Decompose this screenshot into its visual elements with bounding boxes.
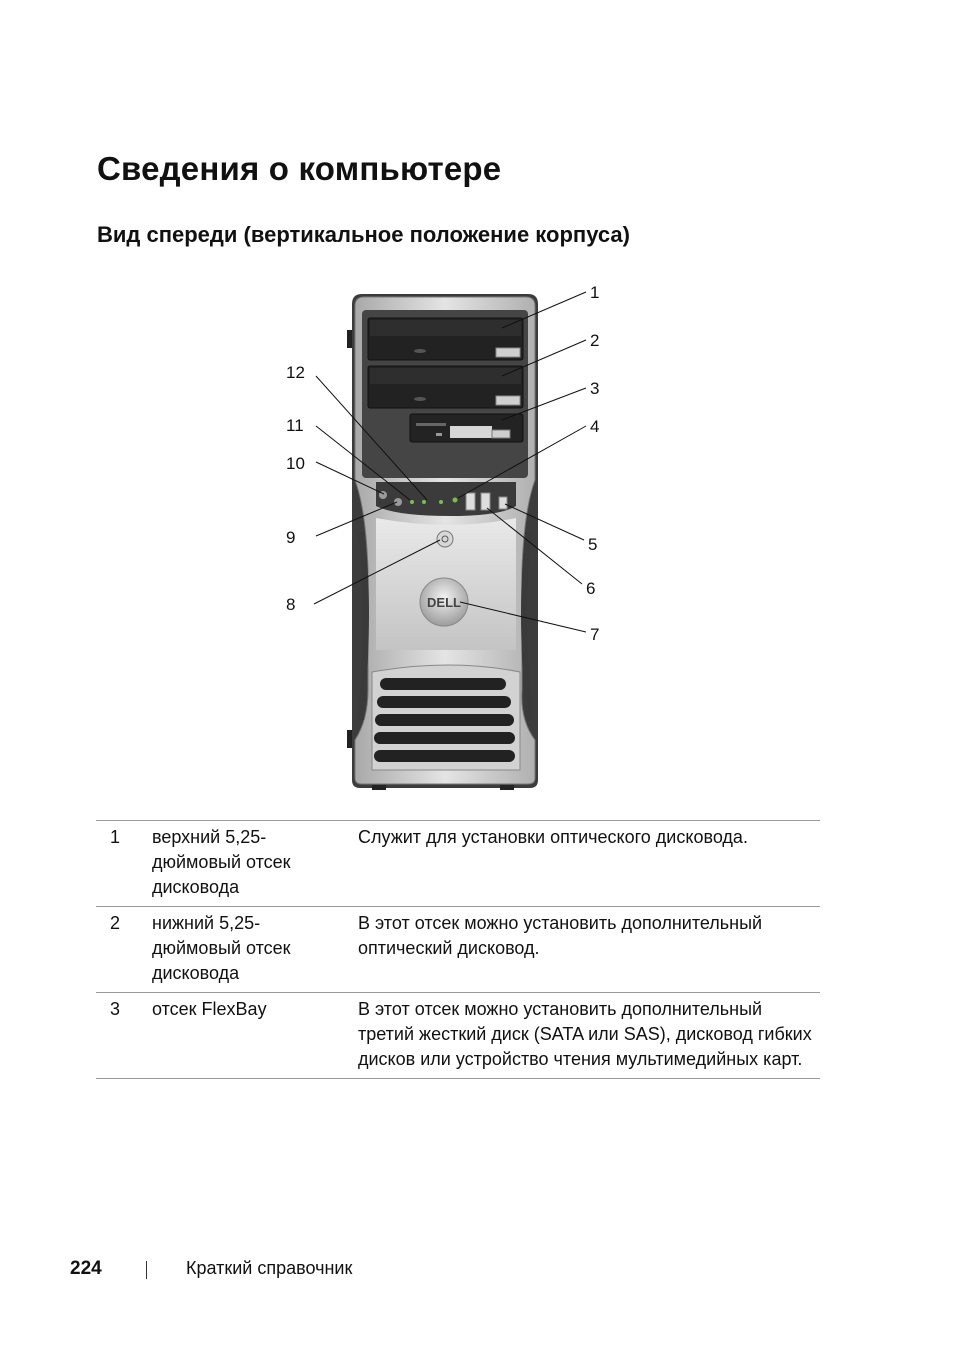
callout-10: 10 [286, 454, 305, 473]
component-name: нижний 5,25-дюймовый отсек дисковода [146, 907, 352, 993]
ieee1394-port[interactable] [499, 497, 507, 509]
upper-optical-drive-bay [368, 318, 523, 360]
component-description: В этот отсек можно установить дополнительный третий жесткий диск (SATA или SAS), дисковод гибких дисков или устройство чтения мультимедийных карт. [352, 993, 820, 1079]
callout-4: 4 [590, 417, 600, 436]
callout-11: 11 [286, 416, 304, 435]
callout-2: 2 [590, 331, 600, 350]
component-description: Служит для установки оптического дисковода. [352, 821, 820, 907]
callout-12: 12 [286, 363, 305, 382]
callout-1: 1 [590, 283, 600, 302]
component-name: отсек FlexBay [146, 993, 352, 1079]
case-side-tab [347, 330, 352, 348]
computer-tower-illustration [0, 270, 954, 810]
microphone-jack[interactable] [394, 498, 402, 506]
case-foot [372, 785, 386, 790]
page-title: Сведения о компьютере [97, 150, 502, 187]
diagnostic-led [439, 500, 443, 504]
callout-9: 9 [286, 528, 296, 547]
row-number: 1 [96, 821, 146, 907]
usb-port[interactable] [466, 493, 475, 510]
case-foot [500, 785, 514, 790]
footer-separator [146, 1261, 147, 1279]
computer-front-view-figure [0, 270, 954, 810]
row-number: 2 [96, 907, 146, 993]
page-number: 224 [70, 1258, 102, 1279]
usb-port[interactable] [481, 493, 490, 510]
case-side-tab [347, 730, 352, 748]
diagnostic-led [410, 500, 414, 504]
table-row [96, 993, 820, 1079]
lower-optical-drive-bay [368, 366, 523, 408]
component-description: В этот отсек можно установить дополнительный оптический дисковод. [352, 907, 820, 993]
section-subtitle: Вид спереди (вертикальное положение корпуса) [97, 222, 630, 247]
power-button[interactable] [437, 531, 453, 547]
diagnostic-led [422, 500, 426, 504]
callout-3: 3 [590, 379, 600, 398]
dell-logo-text: DELL [427, 595, 461, 610]
component-name: верхний 5,25-дюймовый отсек дисковода [146, 821, 352, 907]
row-number: 3 [96, 993, 146, 1079]
callout-7: 7 [590, 625, 600, 644]
callout-5: 5 [588, 535, 598, 554]
network-activity-led [453, 498, 458, 503]
table-row [96, 907, 820, 993]
bottom-grille [372, 665, 520, 770]
table-row [96, 821, 820, 907]
component-table [96, 820, 820, 1079]
callout-6: 6 [586, 579, 596, 598]
footer-section-title: Краткий справочник [186, 1258, 353, 1278]
callout-8: 8 [286, 595, 296, 614]
